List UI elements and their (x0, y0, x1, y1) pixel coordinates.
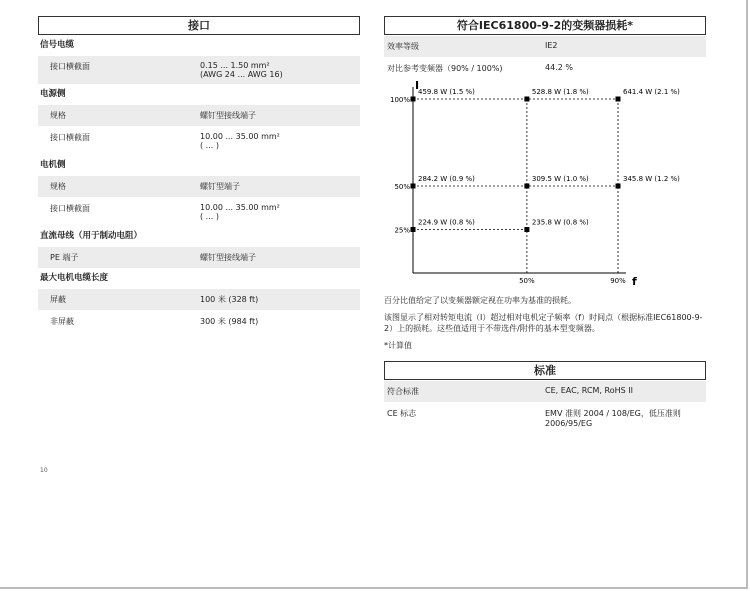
row-value-line: 螺钉型端子 (200, 182, 240, 191)
group-heading: 直流母线（用于制动电阻） (40, 231, 143, 241)
data-label: 345.8 W (1.2 %) (623, 175, 680, 183)
page-number: 10 (40, 467, 48, 474)
data-label: 641.4 W (2.1 %) (623, 88, 680, 96)
row-value-line: 44.2 % (545, 63, 573, 72)
row-value (545, 381, 706, 402)
data-label: 528.8 W (1.8 %) (531, 88, 589, 96)
data-point (411, 227, 416, 232)
y-tick-label: 25% (394, 226, 410, 235)
row-value-line: 10.00 ... 35.00 mm² (200, 132, 280, 141)
data-label: 459.8 W (1.5 %) (418, 88, 475, 96)
row-value-line: 螺钉型接线端子 (200, 111, 256, 120)
section-title: 接口 (38, 16, 360, 35)
table-row (384, 402, 706, 433)
table-row (38, 126, 360, 155)
row-label: PE 端子 (50, 253, 79, 262)
group-heading: 电机侧 (40, 160, 66, 170)
note-text: *计算值 (384, 341, 412, 350)
losses-table (384, 35, 706, 79)
row-value (545, 58, 706, 79)
row-value-line: EMV 准则 2004 / 108/EG，低压准则 2006/95/EG (545, 409, 681, 428)
y-tick-label: 50% (394, 183, 410, 191)
row-value (545, 36, 706, 57)
table-row (38, 55, 360, 84)
y-tick-label: 100% (389, 96, 410, 104)
row-label: 效率等级 (387, 42, 419, 51)
table-row (38, 197, 360, 226)
group-heading: 电源侧 (40, 89, 66, 99)
data-point (411, 97, 416, 102)
row-label: 对比参考变频器（90% / 100%) (387, 64, 503, 73)
row-value-line: CE, EAC, RCM, RoHS II (545, 386, 633, 395)
row-label: 接口横截面 (50, 62, 90, 71)
row-value-line: 10.00 ... 35.00 mm² (200, 203, 280, 212)
row-value (200, 311, 360, 332)
row-label: CE 标志 (387, 409, 417, 418)
table-row (38, 288, 360, 310)
row-label: 接口横截面 (50, 133, 90, 142)
notes (384, 295, 706, 351)
data-point (616, 184, 621, 189)
table-row (38, 246, 360, 268)
row-value (200, 105, 360, 126)
standards-table (384, 380, 706, 433)
table-row (384, 35, 706, 57)
row-value-line: 0.15 ... 1.50 mm² (200, 61, 270, 70)
x-tick-label: 90% (610, 277, 626, 285)
data-label: 224.9 W (0.8 %) (418, 218, 475, 227)
row-value-line: IE2 (545, 41, 558, 50)
standards-title: 标准 (384, 361, 706, 380)
loss-chart (384, 79, 706, 289)
interface-section (38, 16, 360, 332)
row-label: 接口横截面 (50, 204, 90, 213)
table-row (384, 380, 706, 402)
row-value (200, 176, 360, 197)
data-label: 284.2 W (0.9 %) (418, 175, 475, 183)
interface-table (38, 35, 360, 332)
row-label: 规格 (50, 182, 66, 191)
data-point (524, 227, 529, 232)
row-value (200, 198, 360, 226)
note-text: 百分比值给定了以变频器额定视在功率为基准的损耗。 (384, 296, 576, 305)
row-value-line: 100 米 (328 ft) (200, 295, 259, 304)
data-point (411, 184, 416, 189)
row-value-line: ( ... ) (200, 212, 219, 221)
row-value (200, 56, 360, 84)
data-label: 235.8 W (0.8 %) (531, 218, 589, 227)
row-value (200, 289, 360, 310)
group-heading: 最大电机电缆长度 (40, 273, 109, 283)
row-value-line: 螺钉型接线端子 (200, 253, 256, 262)
row-value-line: ( ... ) (200, 141, 219, 150)
x-axis-label: f (632, 275, 637, 288)
row-value (200, 247, 360, 268)
table-row (38, 175, 360, 197)
row-value-line: 300 米 (984 ft) (200, 317, 259, 326)
section-title: 符合IEC61800-9-2的变频器损耗* (384, 16, 706, 35)
note-text: 该图显示了相对转矩电流（I）超过相对电机定子频率（f）时间点（根据标准IEC61800-9-2）上的损耗。这些值适用于不带选件/附件的基本型变频器。 (384, 313, 703, 333)
data-label: 309.5 W (1.0 %) (531, 175, 589, 183)
data-point (524, 184, 529, 189)
row-value (200, 127, 360, 155)
row-label: 屏蔽 (50, 295, 66, 304)
x-tick-label: 50% (519, 277, 535, 285)
row-label: 非屏蔽 (50, 317, 74, 326)
group-heading: 信号电缆 (40, 40, 75, 50)
row-value (545, 403, 706, 433)
loss-chart-svg (384, 79, 706, 289)
table-row (38, 310, 360, 332)
table-row (38, 104, 360, 126)
data-point (616, 97, 621, 102)
row-value-line: (AWG 24 ... AWG 16) (200, 70, 283, 79)
losses-section (384, 16, 706, 433)
table-row (384, 57, 706, 79)
data-point (524, 97, 529, 102)
row-label: 规格 (50, 111, 66, 120)
row-label: 符合标准 (387, 387, 419, 396)
y-axis-label: I (415, 79, 420, 92)
